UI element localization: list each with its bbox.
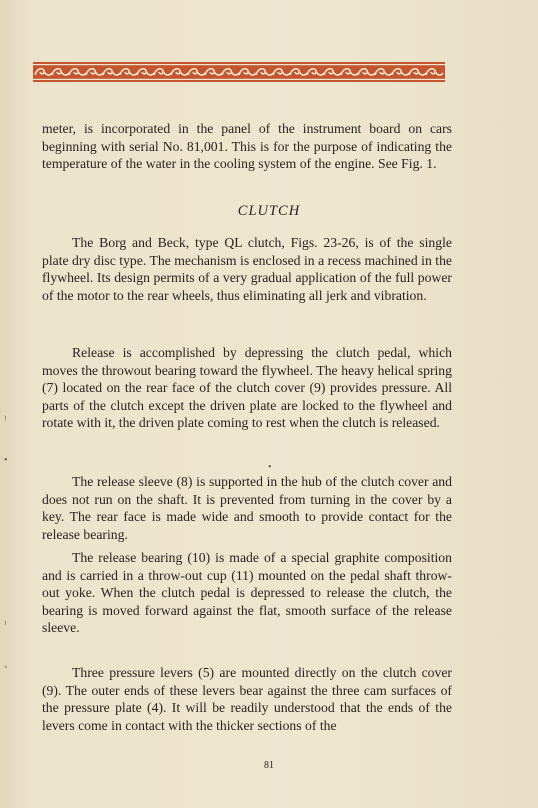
page-number: 81 <box>264 760 274 771</box>
paragraph-3: Release is accomplished by depressing the clutch pedal, which moves the throwout bearing toward the flywheel. The heavy helical spring (7) located on the rear face of the clutch cover (9) provides pressure. All parts of the clutch except the driven plate are locked to the flywheel and rotate with it, the driven plate coming to rest when the clutch is released. <box>42 345 452 431</box>
paragraph-6: Three pressure levers (5) are mounted directly on the clutch cover (9). The outer ends of these levers bear against the three cam surfaces of the pressure plate (4). It will be readily understood that the ends of the levers come in contact with the thicker sections of the <box>42 665 452 733</box>
paragraph-4-block <box>42 473 452 543</box>
paragraph-4: The release sleeve (8) is supported in the hub of the clutch cover and does not run on the shaft. It is prevented from turning in the cover by a key. The rear face is made wide and smooth to provide contact for the release bearing. <box>42 474 452 542</box>
paragraph-3-block <box>42 344 452 432</box>
paragraph-5: The release bearing (10) is made of a special graphite composition and is carried in a throw-out cup (11) mounted on the pedal shaft throw-out yoke. When the clutch pedal is depressed to release the clutch, the bearing is moved forward against the flat, smooth surface of the release sleeve. <box>42 550 452 636</box>
paragraph-continuation <box>42 120 452 173</box>
section-heading: CLUTCH <box>237 203 301 219</box>
paragraph-2: The Borg and Beck, type QL clutch, Figs. 23-26, is of the single plate dry disc type. The mechanism is enclosed in a recess machined in the flywheel. Its design permits of a very gradual application of the full power of the motor to the rear wheels, thus eliminating all jerk and vibration. <box>42 235 452 303</box>
margin-mark: ⁾ <box>4 620 7 631</box>
paragraph-1: meter, is incorporated in the panel of the instrument board on cars beginning with serial No. 81,001. This is for the purpose of indicating the temperature of the water in the cooling system of the engine. See Fig. 1. <box>42 121 452 172</box>
margin-mark: • <box>4 455 8 466</box>
paragraph-2-block <box>42 234 452 304</box>
paragraph-5-block <box>42 549 452 637</box>
ink-speck: • <box>268 462 272 473</box>
paragraph-6-block <box>42 664 452 734</box>
margin-mark: ⁾ <box>4 415 7 426</box>
margin-mark: ◦ <box>4 662 8 673</box>
decorative-wave-border <box>33 62 445 82</box>
